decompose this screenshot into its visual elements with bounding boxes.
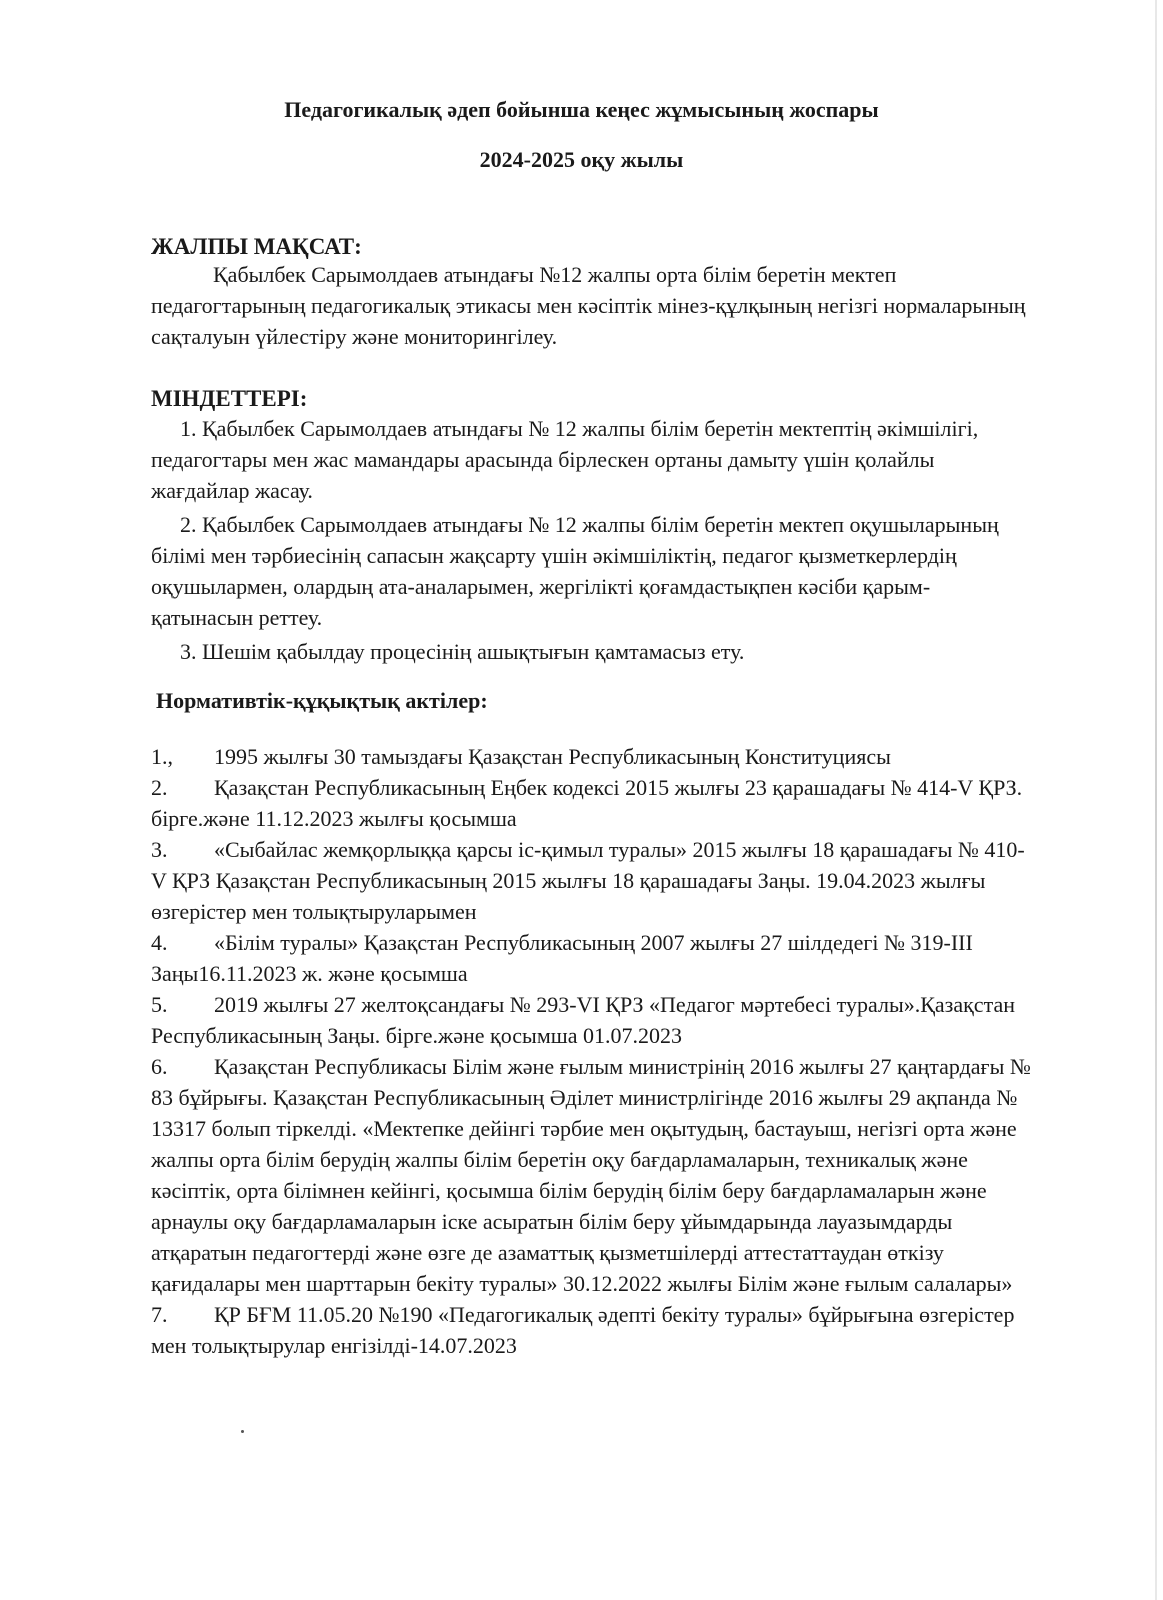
act-text: 1995 жылғы 30 тамыздағы Қазақстан Республикасының Конституциясы — [214, 744, 891, 769]
task-item: 1. Қабылбек Сарымолдаев атындағы № 12 жалпы білім беретін мектептің әкімшілігі, педагогтары мен жас мамандары арасында бірлескен ортаны дамыту үшін қолайлы жағдайлар жасау. — [151, 416, 979, 503]
tasks-heading: МІНДЕТТЕРІ: — [151, 386, 308, 411]
act-number: 3. — [151, 837, 168, 862]
tasks-list — [151, 413, 1031, 667]
scan-edge — [1155, 0, 1157, 1600]
act-text: Қазақстан Республикасының Еңбек кодексі 2015 жылғы 23 қарашадағы № 414-V ҚРЗ. бірге.және 11.12.2023 жылғы қосымша — [151, 775, 1023, 831]
act-item — [151, 1051, 1031, 1299]
act-item — [151, 834, 1031, 927]
act-number: 7. — [151, 1302, 168, 1327]
scan-speck — [241, 1430, 244, 1433]
acts-list — [151, 741, 1031, 1361]
acts-heading: Нормативтік-құқықтық актілер: — [156, 688, 488, 713]
act-item — [151, 741, 1031, 772]
act-text: Қазақстан Республикасы Білім және ғылым министрінің 2016 жылғы 27 қаңтардағы № 83 бұйрығы. Қазақстан Республикасының Әділет министрлігінде 2016 жылғы 29 ақпанда № 13317 болып тіркелді. «Мектепке дейінгі тәрбие мен оқытудың, бастауыш, негізгі орта және жалпы орта білім берудің жалпы білім беретін оқу бағдарламаларын, техникалық және кәсіптік, орта білімнен кейінгі, қосымша білім берудің білім беру бағдарламаларын және арнаулы оқу бағдарламаларын іске асыратын білім беру ұйымдарында лауазымдарды атқаратын педагогтерді және өзге де азаматтық қызметшілерді аттестаттаудан өткізу қағидалары мен шарттарын бекіту туралы» 30.12.2022 жылғы Білім және ғылым салалары» — [151, 1054, 1031, 1296]
act-number: 1., — [151, 744, 173, 769]
act-item — [151, 772, 1031, 834]
act-number: 4. — [151, 930, 168, 955]
document-subtitle: 2024-2025 оқу жылы — [479, 147, 684, 172]
act-text: «Сыбайлас жемқорлыққа қарсы іс-қимыл туралы» 2015 жылғы 18 қарашадағы № 410-V ҚРЗ Қазақстан Республикасының 2015 жылғы 18 қарашадағы Заңы. 19.04.2023 жылғы өзгерістер мен толықтыруларымен — [151, 837, 1025, 924]
act-item — [151, 927, 1031, 989]
goal-heading: ЖАЛПЫ МАҚСАТ: — [151, 234, 362, 259]
act-number: 5. — [151, 992, 168, 1017]
act-number: 2. — [151, 775, 168, 800]
act-text: 2019 жылғы 27 желтоқсандағы № 293-VI ҚРЗ «Педагог мәртебесі туралы».Қазақстан Республикасының Заңы. бірге.және қосымша 01.07.2023 — [151, 992, 1015, 1048]
act-number: 6. — [151, 1054, 168, 1079]
task-item: 3. Шешім қабылдау процесінің ашықтығын қамтамасыз ету. — [180, 639, 745, 664]
goal-text: Қабылбек Сарымолдаев атындағы №12 жалпы орта білім беретін мектеп педагогтарының педагогикалық этикасы мен кәсіптік мінез-құлқының негізгі нормаларының сақталуын үйлестіру және мониторингілеу. — [151, 262, 1026, 349]
act-item — [151, 989, 1031, 1051]
act-item — [151, 1299, 1031, 1361]
document-title: Педагогикалық әдеп бойынша кеңес жұмысының жоспары — [284, 97, 879, 122]
act-text: ҚР БҒМ 11.05.20 №190 «Педагогикалық әдепті бекіту туралы» бұйрығына өзгерістер мен толықтырулар енгізілді-14.07.2023 — [151, 1302, 1015, 1358]
task-item: 2. Қабылбек Сарымолдаев атындағы № 12 жалпы білім беретін мектеп оқушыларының білімі мен тәрбиесінің сапасын жақсарту үшін әкімшіліктің, педагог қызметкерлердің оқушылармен, олардың ата-аналарымен, жергілікті қоғамдастықпен кәсіби қарым-қатынасын реттеу. — [151, 512, 999, 630]
act-text: «Білім туралы» Қазақстан Республикасының 2007 жылғы 27 шілдедегі № 319-III Заңы16.11.2023 ж. және қосымша — [151, 930, 973, 986]
